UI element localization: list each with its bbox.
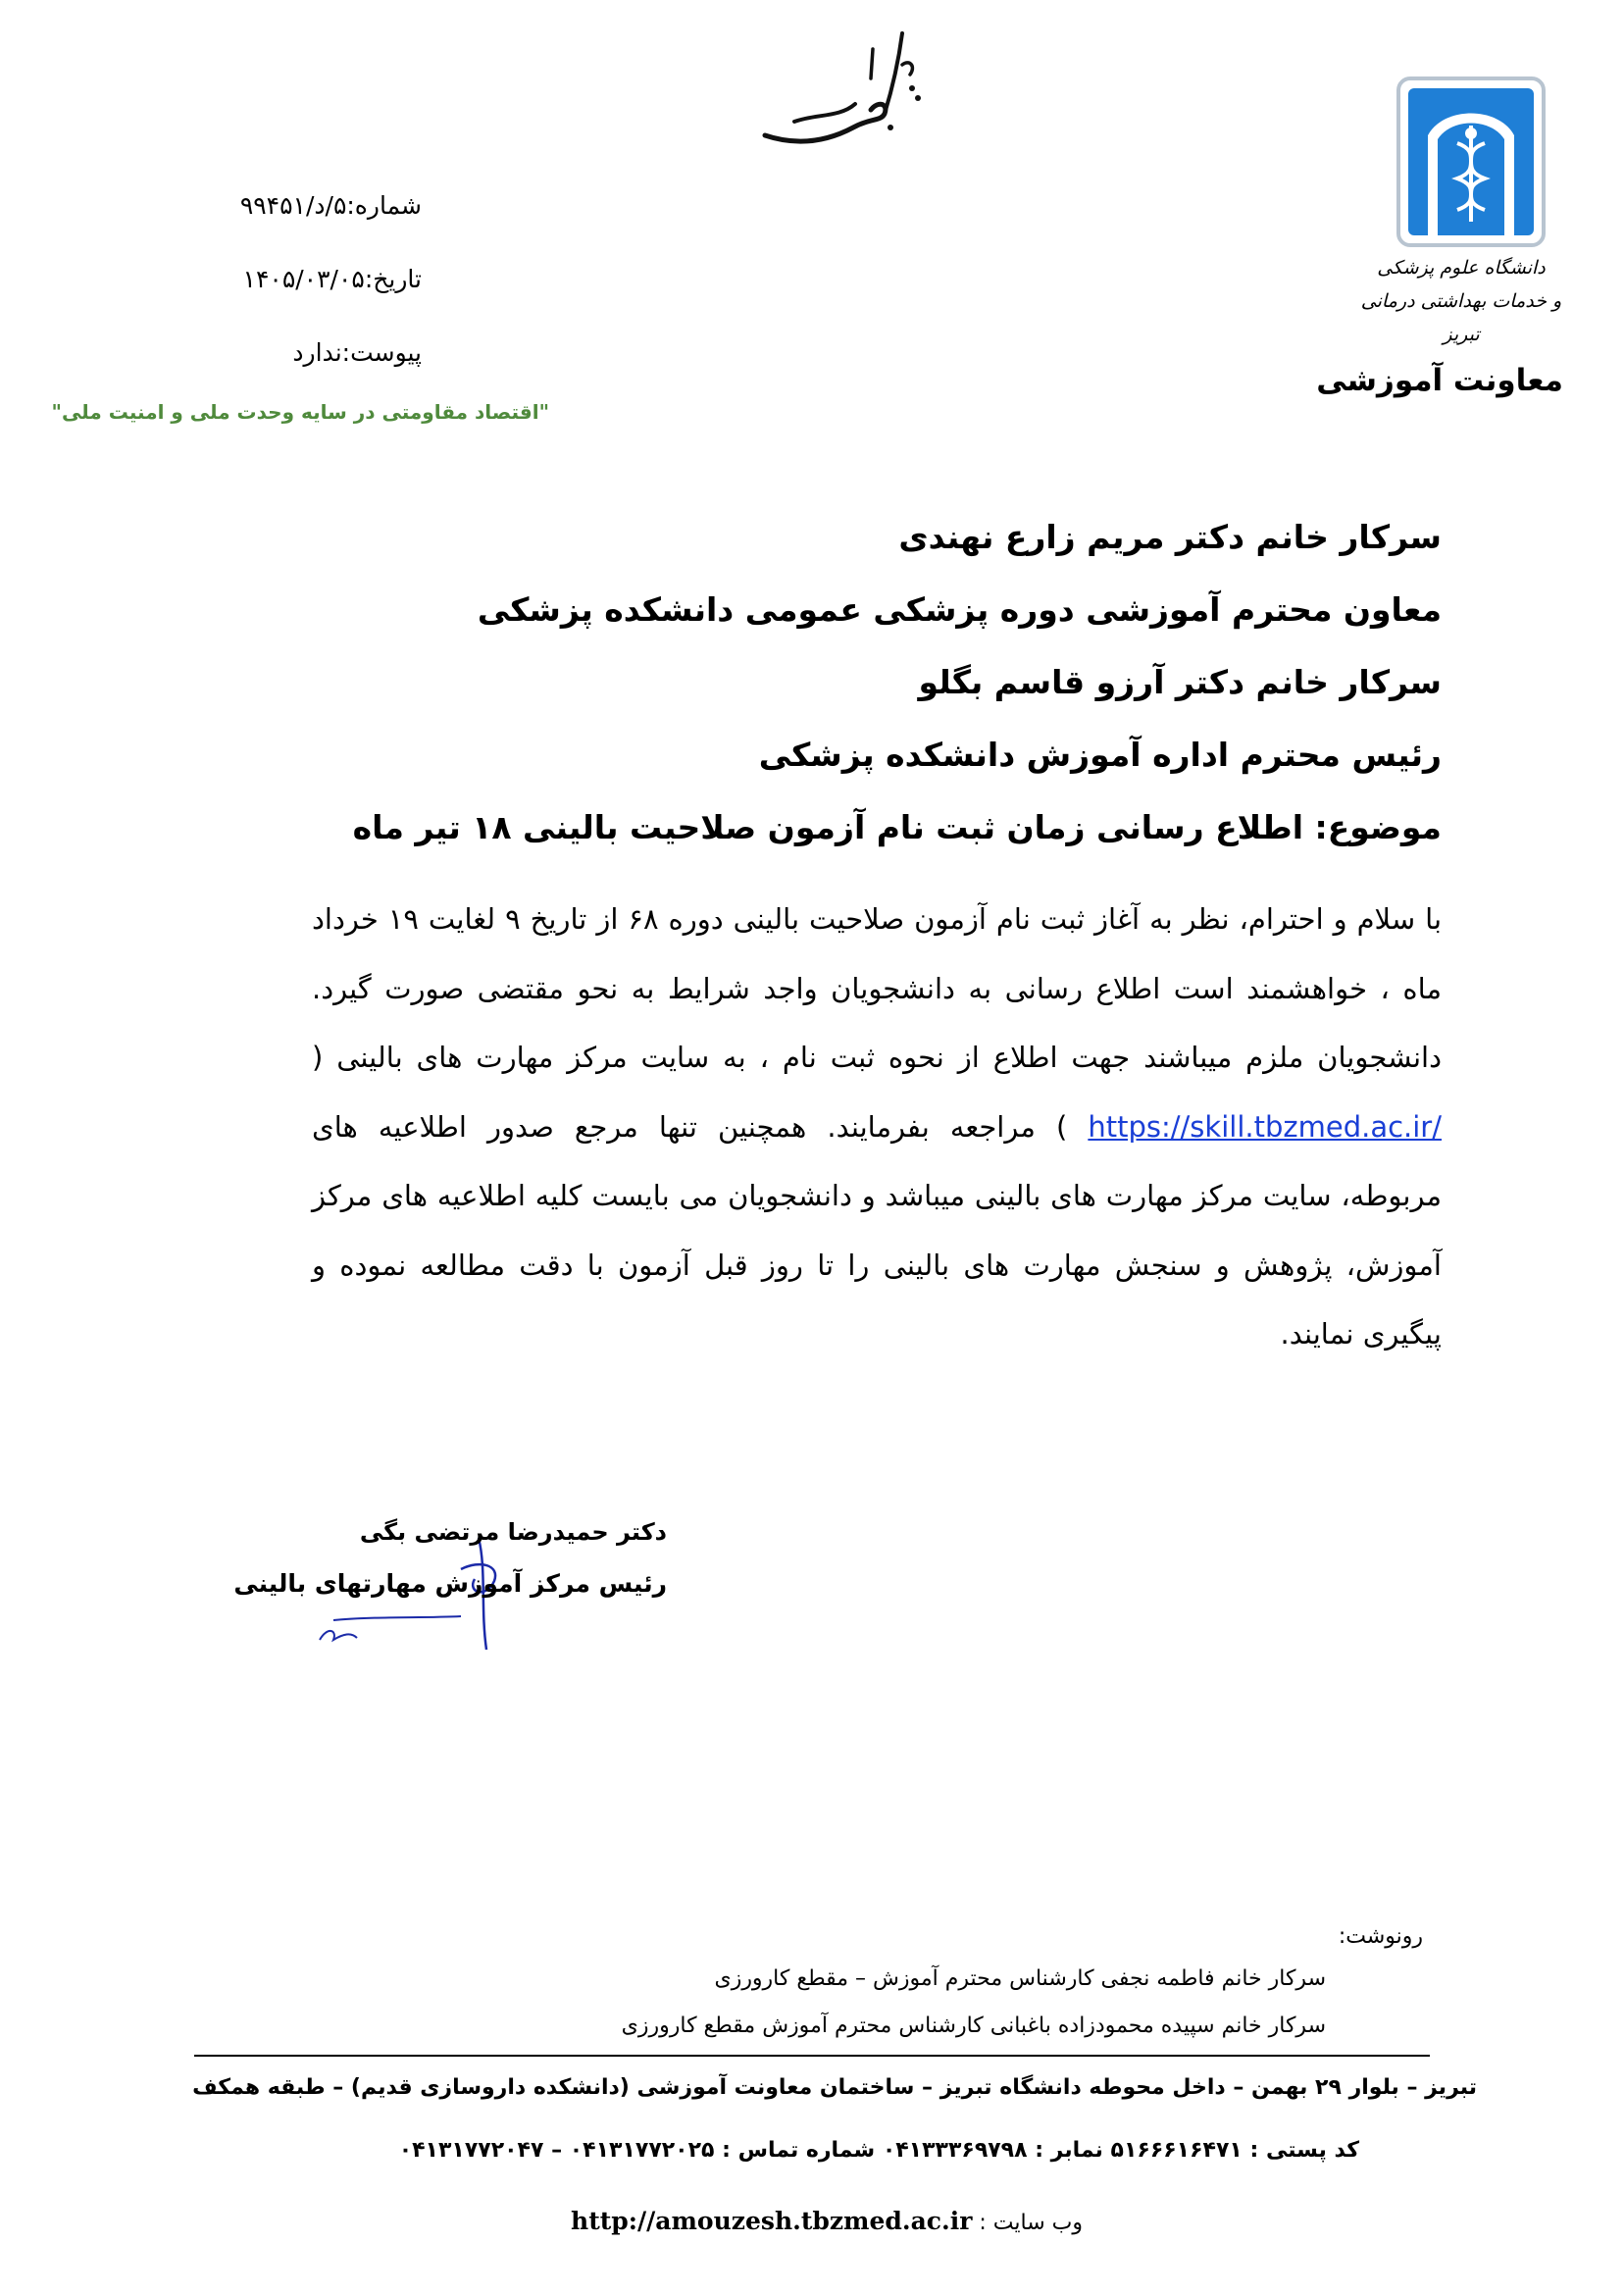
logo-caption-line: دانشگاه علوم پزشکی xyxy=(1377,257,1546,279)
signatory-name: دکتر حمیدرضا مرتضی بگی xyxy=(359,1518,667,1546)
logo-caption-line: و خدمات بهداشتی درمانی تبریز xyxy=(1360,290,1562,345)
signatory-title: رئیس مرکز آموزش مهارتهای بالینی xyxy=(233,1569,667,1598)
bismillah-calligraphy xyxy=(755,20,932,152)
department-name: معاونت آموزشی xyxy=(1316,363,1563,398)
recipient-line: سرکار خانم دکتر آرزو قاسم بگلو xyxy=(918,663,1442,701)
recipient-line: سرکار خانم دکتر مریم زارع نهندی xyxy=(898,518,1442,556)
website-label: وب سایت : xyxy=(979,2211,1083,2235)
letter-body xyxy=(312,885,1442,1369)
recipient-line: رئیس محترم اداره آموزش دانشکده پزشکی xyxy=(758,736,1442,774)
body-paragraph-part: ) مراجعه بفرمایند. همچنین تنها مرجع صدور اطلاعیه های مربوطه، سایت مرکز مهارت های بالینی میباشد و دانشجویان می بایست کلیه اطلاعیه های مرکز آموزش، پژوهش و سنجش مهارت های بالینی را تا روز قبل آزمون با دقت مطالعه نموده و پیگیری نمایند. xyxy=(312,1109,1442,1351)
footer-address: تبریز – بلوار ۲۹ بهمن – داخل محوطه دانشگاه تبریز – ساختمان معاونت آموزشی (دانشکده داروسازی قدیم) – طبقه همکف xyxy=(192,2075,1477,2100)
letter-subject: موضوع: اطلاع رسانی زمان ثبت نام آزمون صلاحیت بالینی ۱۸ تیر ماه xyxy=(352,808,1442,846)
slogan: "اقتصاد مقاومتی در سایه وحدت ملی و امنیت ملی" xyxy=(51,400,549,424)
footer-divider xyxy=(194,2055,1430,2057)
cc-item: سرکار خانم فاطمه نجفی کارشناس محترم آموزش – مقطع کارورزی xyxy=(714,1966,1326,1991)
letter-number: شماره:۵/د/۹۹۴۵۱ xyxy=(239,191,422,220)
university-emblem-icon xyxy=(1395,75,1548,251)
signature-block xyxy=(233,1510,667,1657)
letter-date: تاریخ:۱۴۰۵/۰۳/۰۵ xyxy=(242,265,422,293)
cc-label: رونوشت: xyxy=(1338,1924,1423,1949)
footer-contact: کد پستی : ۵۱۶۶۶۱۶۴۷۱ نمابر : ۰۴۱۳۳۳۶۹۷۹۸ شماره تماس : ۰۴۱۳۱۷۷۲۰۲۵ – ۰۴۱۳۱۷۷۲۰۴۷ xyxy=(398,2138,1359,2163)
letter-attachment: پیوست:ندارد xyxy=(292,338,422,367)
logo-caption xyxy=(1353,251,1569,345)
skill-center-link[interactable]: https://skill.tbzmed.ac.ir/ xyxy=(1088,1109,1443,1144)
footer-website xyxy=(571,2207,1083,2235)
cc-item: سرکار خانم سپیده محمودزاده باغبانی کارشناس محترم آموزش مقطع کارورزی xyxy=(621,2014,1326,2038)
body-paragraph-part: با سلام و احترام، نظر به آغاز ثبت نام آزمون صلاحیت بالینی دوره ۶۸ از تاریخ ۹ لغایت ۱۹ خرداد ماه ، خواهشمند است اطلاع رسانی به دانشجویان واجد شرایط به نحو مقتضی صورت گیرد. دانشجویان ملزم میباشند جهت اطلاع از نحوه ثبت نام ، به سایت مرکز مهارت های بالینی ( xyxy=(312,902,1443,1074)
recipient-line: معاون محترم آموزشی دوره پزشکی عمومی دانشکده پزشکی xyxy=(477,590,1442,629)
website-url[interactable]: http://amouzesh.tbzmed.ac.ir xyxy=(571,2207,973,2235)
